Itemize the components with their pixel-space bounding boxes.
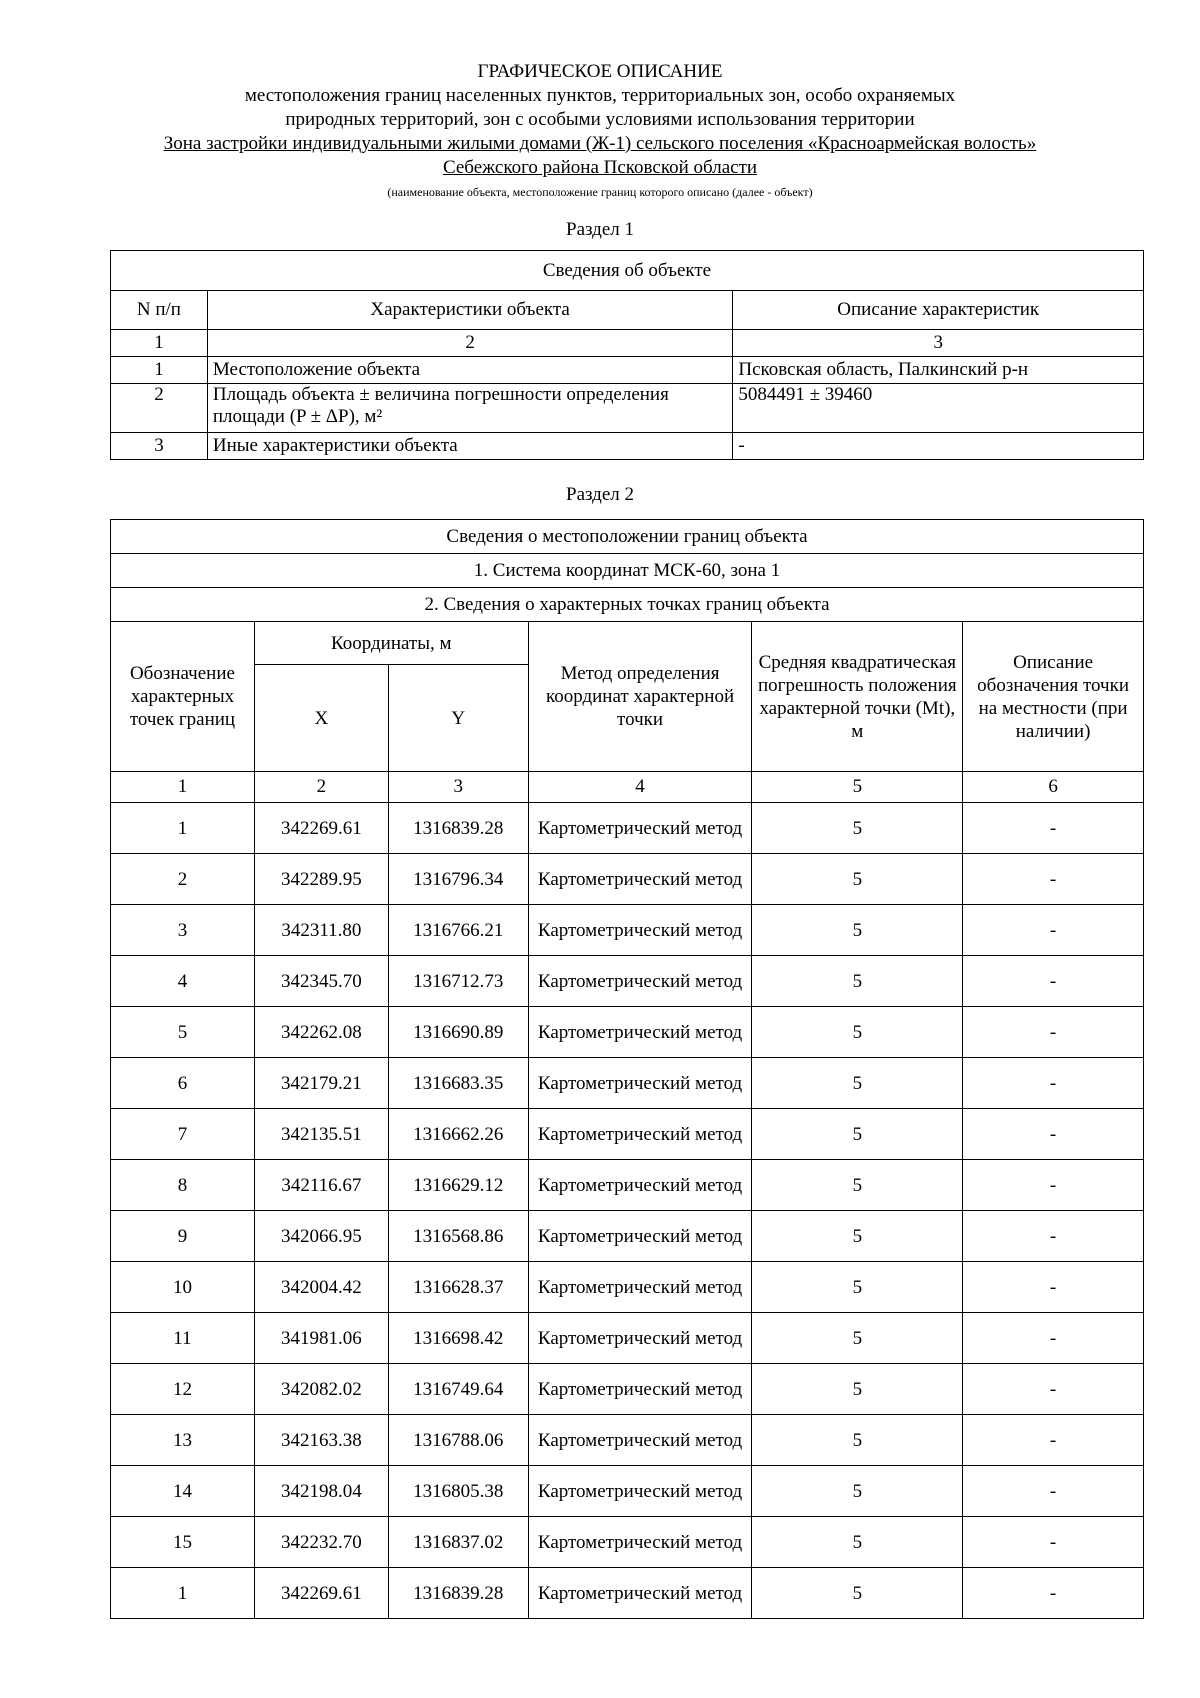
point-x: 342269.61 — [254, 803, 388, 854]
point-number: 13 — [111, 1415, 255, 1466]
points-body — [111, 803, 1144, 1619]
points-title: 2. Сведения о характерных точках границ объекта — [111, 588, 1144, 622]
header-caption: (наименование объекта, местоположение границ которого описано (далее - объект) — [387, 185, 813, 199]
point-mt: 5 — [752, 1568, 963, 1619]
col-header-coords: Координаты, м — [254, 622, 528, 665]
point-number: 6 — [111, 1058, 255, 1109]
point-description: - — [963, 803, 1144, 854]
object-name-1 — [0, 132, 1200, 156]
point-y: 1316662.26 — [388, 1109, 528, 1160]
point-y: 1316629.12 — [388, 1160, 528, 1211]
point-mt: 5 — [752, 1007, 963, 1058]
object-name-2 — [0, 156, 1200, 180]
col-header-characteristics: Характеристики объекта — [207, 291, 732, 330]
table-row — [111, 854, 1144, 905]
point-y: 1316796.34 — [388, 854, 528, 905]
row-number: 2 — [111, 384, 208, 433]
point-number: 11 — [111, 1313, 255, 1364]
point-number: 15 — [111, 1517, 255, 1568]
point-y: 1316690.89 — [388, 1007, 528, 1058]
point-x: 342163.38 — [254, 1415, 388, 1466]
table-row — [111, 956, 1144, 1007]
document-header — [0, 60, 1200, 202]
point-description: - — [963, 1160, 1144, 1211]
col-number: 1 — [111, 772, 255, 803]
point-x: 342066.95 — [254, 1211, 388, 1262]
point-description: - — [963, 1007, 1144, 1058]
table-row — [111, 433, 1144, 460]
point-number: 1 — [111, 803, 255, 854]
point-description: - — [963, 1415, 1144, 1466]
point-x: 342232.70 — [254, 1517, 388, 1568]
point-mt: 5 — [752, 1364, 963, 1415]
point-x: 342345.70 — [254, 956, 388, 1007]
col-number: 1 — [111, 330, 208, 357]
col-header-method: Метод определения координат характерной точки — [528, 622, 752, 772]
point-x: 342082.02 — [254, 1364, 388, 1415]
boundary-points-table — [110, 519, 1144, 1619]
point-method: Картометрический метод — [528, 1211, 752, 1262]
point-y: 1316698.42 — [388, 1313, 528, 1364]
col-number: 3 — [733, 330, 1144, 357]
point-x: 342311.80 — [254, 905, 388, 956]
object-name-1-text: Зона застройки индивидуальными жилыми домами (Ж-1) сельского поселения «Красноармейская волость» — [163, 133, 1037, 154]
table-row — [111, 1262, 1144, 1313]
row-name: Площадь объекта ± величина погрешности определения площади (P ± ΔP), м² — [207, 384, 732, 433]
point-y: 1316683.35 — [388, 1058, 528, 1109]
row-number: 1 — [111, 357, 208, 384]
point-method: Картометрический метод — [528, 1007, 752, 1058]
point-y: 1316805.38 — [388, 1466, 528, 1517]
point-number: 9 — [111, 1211, 255, 1262]
table-row — [111, 1058, 1144, 1109]
point-y: 1316568.86 — [388, 1211, 528, 1262]
point-description: - — [963, 1109, 1144, 1160]
point-method: Картометрический метод — [528, 1313, 752, 1364]
table-row — [111, 1007, 1144, 1058]
col-header-x: X — [254, 665, 388, 772]
boundary-table-title: Сведения о местоположении границ объекта — [111, 520, 1144, 554]
table-row — [111, 803, 1144, 854]
point-y: 1316788.06 — [388, 1415, 528, 1466]
object-name-2-text: Себежского района Псковской области — [442, 157, 758, 178]
point-mt: 5 — [752, 1313, 963, 1364]
point-method: Картометрический метод — [528, 1160, 752, 1211]
header-line-2: природных территорий, зон с особыми условиями использования территории — [285, 109, 915, 130]
point-mt: 5 — [752, 956, 963, 1007]
point-description: - — [963, 1313, 1144, 1364]
point-mt: 5 — [752, 1262, 963, 1313]
point-y: 1316712.73 — [388, 956, 528, 1007]
point-method: Картометрический метод — [528, 1262, 752, 1313]
col-header-description: Описание обозначения точки на местности (при наличии) — [963, 622, 1144, 772]
point-y: 1316766.21 — [388, 905, 528, 956]
point-number: 7 — [111, 1109, 255, 1160]
table-row — [111, 384, 1144, 433]
col-header-designation: Обозначение характерных точек границ — [111, 622, 255, 772]
point-x: 342116.67 — [254, 1160, 388, 1211]
table-row — [111, 1466, 1144, 1517]
col-number: 3 — [388, 772, 528, 803]
row-value: 5084491 ± 39460 — [733, 384, 1144, 433]
point-mt: 5 — [752, 1109, 963, 1160]
point-x: 342198.04 — [254, 1466, 388, 1517]
point-method: Картометрический метод — [528, 956, 752, 1007]
point-description: - — [963, 1568, 1144, 1619]
point-x: 342179.21 — [254, 1058, 388, 1109]
point-method: Картометрический метод — [528, 1058, 752, 1109]
point-mt: 5 — [752, 1466, 963, 1517]
point-method: Картометрический метод — [528, 1364, 752, 1415]
point-number: 4 — [111, 956, 255, 1007]
point-method: Картометрический метод — [528, 1517, 752, 1568]
table-row — [111, 1211, 1144, 1262]
object-info-table-title: Сведения об объекте — [111, 251, 1144, 291]
point-method: Картометрический метод — [528, 905, 752, 956]
table-row — [111, 1109, 1144, 1160]
point-description: - — [963, 905, 1144, 956]
object-info-table — [110, 250, 1144, 460]
table-row — [111, 1517, 1144, 1568]
col-number: 5 — [752, 772, 963, 803]
point-description: - — [963, 854, 1144, 905]
table-row — [111, 1160, 1144, 1211]
point-x: 342135.51 — [254, 1109, 388, 1160]
table-row — [111, 1364, 1144, 1415]
col-number: 4 — [528, 772, 752, 803]
point-number: 12 — [111, 1364, 255, 1415]
col-header-n: N п/п — [111, 291, 208, 330]
section-1-title: Раздел 1 — [566, 219, 634, 240]
point-x: 342004.42 — [254, 1262, 388, 1313]
col-number: 2 — [207, 330, 732, 357]
point-mt: 5 — [752, 1415, 963, 1466]
point-number: 1 — [111, 1568, 255, 1619]
col-number: 2 — [254, 772, 388, 803]
point-method: Картометрический метод — [528, 1415, 752, 1466]
point-number: 2 — [111, 854, 255, 905]
col-header-error: Средняя квадратическая погрешность положения характерной точки (Mt), м — [752, 622, 963, 772]
point-mt: 5 — [752, 1058, 963, 1109]
point-description: - — [963, 956, 1144, 1007]
col-header-y: Y — [388, 665, 528, 772]
header-line-1: местоположения границ населенных пунктов, территориальных зон, особо охраняемых — [244, 85, 956, 106]
row-name: Местоположение объекта — [207, 357, 732, 384]
row-name: Иные характеристики объекта — [207, 433, 732, 460]
col-header-description: Описание характеристик — [733, 291, 1144, 330]
point-number: 3 — [111, 905, 255, 956]
table-row — [111, 1568, 1144, 1619]
point-x: 342269.61 — [254, 1568, 388, 1619]
point-description: - — [963, 1262, 1144, 1313]
point-y: 1316839.28 — [388, 803, 528, 854]
point-method: Картометрический метод — [528, 854, 752, 905]
col-number: 6 — [963, 772, 1144, 803]
point-description: - — [963, 1517, 1144, 1568]
section-2-title: Раздел 2 — [566, 484, 634, 505]
point-description: - — [963, 1364, 1144, 1415]
point-mt: 5 — [752, 1160, 963, 1211]
point-description: - — [963, 1466, 1144, 1517]
point-mt: 5 — [752, 854, 963, 905]
point-x: 342289.95 — [254, 854, 388, 905]
table-row — [111, 1415, 1144, 1466]
point-y: 1316628.37 — [388, 1262, 528, 1313]
point-x: 341981.06 — [254, 1313, 388, 1364]
point-number: 14 — [111, 1466, 255, 1517]
document-title: ГРАФИЧЕСКОЕ ОПИСАНИЕ — [477, 61, 723, 82]
point-x: 342262.08 — [254, 1007, 388, 1058]
row-value: Псковская область, Палкинский р-н — [733, 357, 1144, 384]
point-number: 8 — [111, 1160, 255, 1211]
point-mt: 5 — [752, 1517, 963, 1568]
point-method: Картометрический метод — [528, 803, 752, 854]
point-method: Картометрический метод — [528, 1109, 752, 1160]
table-row — [111, 905, 1144, 956]
point-method: Картометрический метод — [528, 1568, 752, 1619]
point-description: - — [963, 1211, 1144, 1262]
point-description: - — [963, 1058, 1144, 1109]
point-number: 10 — [111, 1262, 255, 1313]
point-mt: 5 — [752, 803, 963, 854]
point-mt: 5 — [752, 1211, 963, 1262]
point-mt: 5 — [752, 905, 963, 956]
row-value: - — [733, 433, 1144, 460]
point-y: 1316837.02 — [388, 1517, 528, 1568]
point-y: 1316839.28 — [388, 1568, 528, 1619]
point-number: 5 — [111, 1007, 255, 1058]
point-y: 1316749.64 — [388, 1364, 528, 1415]
coord-system: 1. Система координат МСК-60, зона 1 — [111, 554, 1144, 588]
point-method: Картометрический метод — [528, 1466, 752, 1517]
table-row — [111, 1313, 1144, 1364]
row-number: 3 — [111, 433, 208, 460]
table-row — [111, 357, 1144, 384]
